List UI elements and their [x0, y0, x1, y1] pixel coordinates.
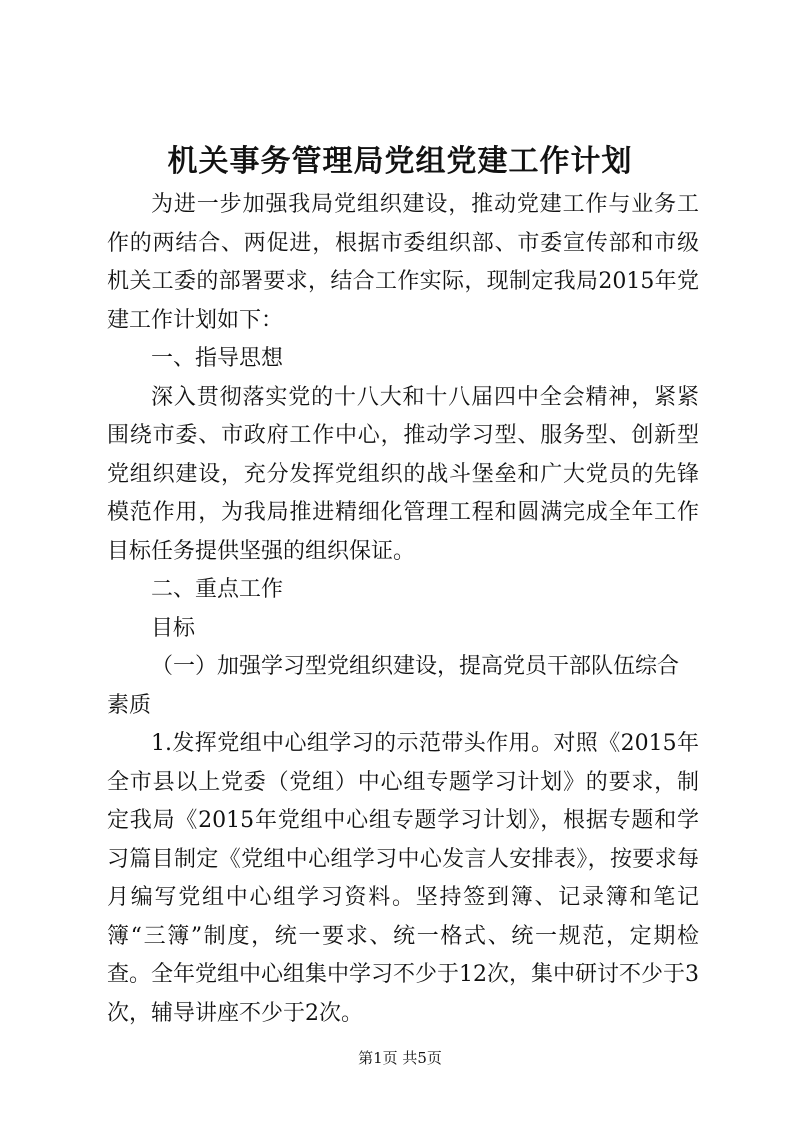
section-heading-key-work: 二、重点工作: [151, 577, 284, 602]
document-body: [107, 186, 699, 1033]
subsection-heading-learning-organization: （一）加强学习型党组织建设，提高党员干部队伍综合素质: [107, 654, 680, 718]
item-1-paragraph: 1.发挥党组中心组学习的示范带头作用。对照《2015年全市县以上党委（党组）中心组专题学习计划》的要求，制定我局《2015年党组中心组专题学习计划》，根据专题和学习篇目制定《党组中心组学习中心发言人安排表》，按要求每月编写党组中心组学习资料。坚持签到簿、记录簿和笔记簿“三簿”制度，统一要求、统一格式、统一规范，定期检查。全年党组中心组集中学习不少于12次，集中研讨不少于3次，辅导讲座不少于2次。: [107, 731, 699, 1026]
section-heading-guiding-ideology: 一、指导思想: [151, 346, 284, 371]
page-number-footer: 第1页 共5页: [358, 1049, 442, 1067]
guiding-ideology-paragraph: 深入贯彻落实党的十八大和十八届四中全会精神，紧紧围绕市委、市政府工作中心，推动学习型、服务型、创新型党组织建设，充分发挥党组织的战斗堡垒和广大党员的先锋模范作用，为我局推进精细化管理工程和圆满完成全年工作目标任务提供坚强的组织保证。: [107, 384, 699, 564]
intro-paragraph: 为进一步加强我局党组织建设，推动党建工作与业务工作的两结合、两促进，根据市委组织部、市委宣传部和市级机关工委的部署要求，结合工作实际，现制定我局2015年党建工作计划如下：: [107, 192, 699, 333]
document-title: 机关事务管理局党组党建工作计划: [167, 144, 633, 179]
subheading-goal: 目标: [151, 615, 196, 641]
